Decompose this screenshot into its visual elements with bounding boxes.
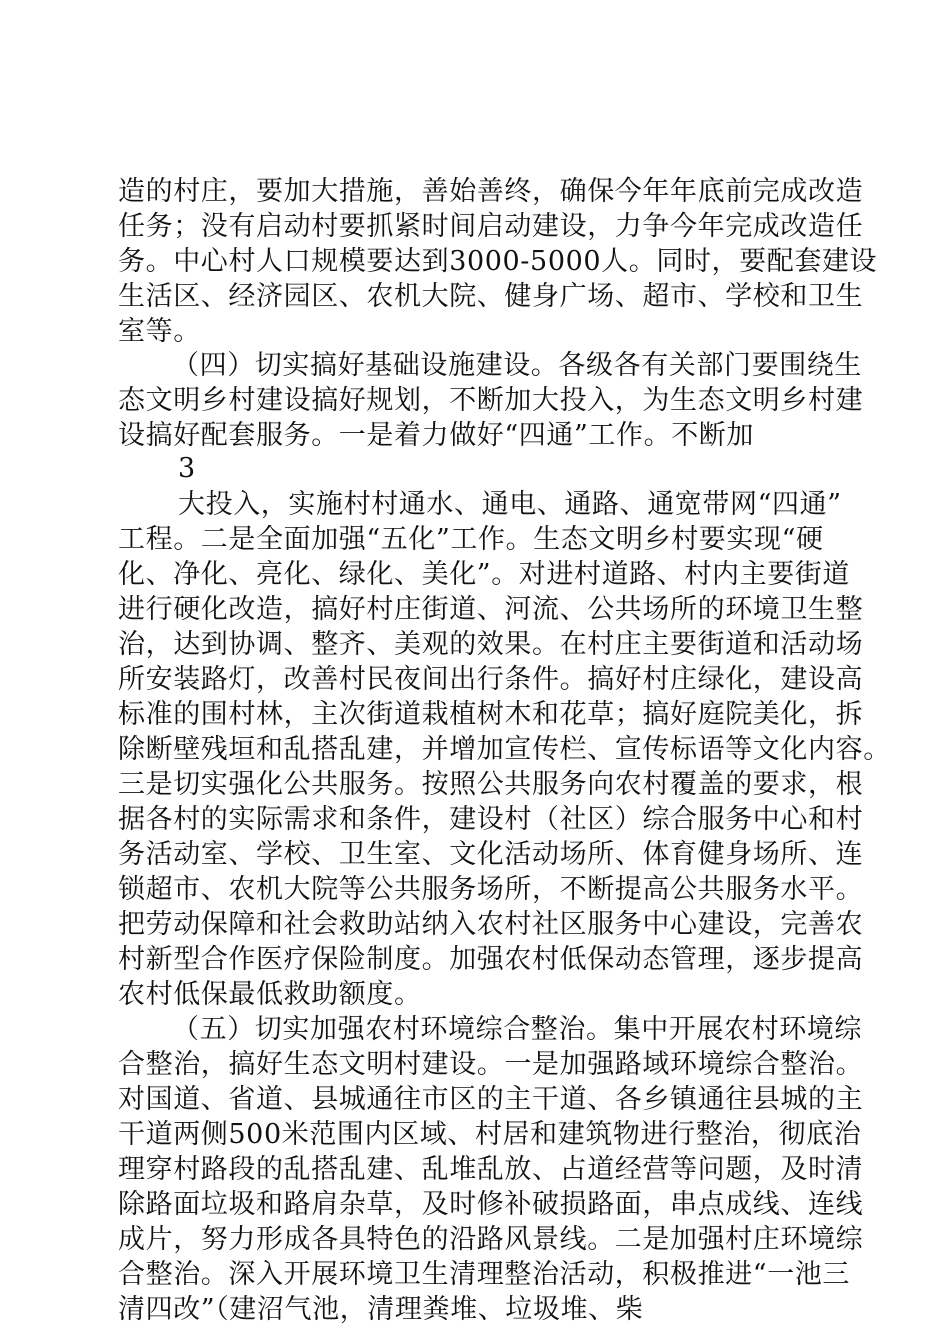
text-line-28: 理穿村路段的乱搭乱建、乱堆乱放、占道经营等问题，及时清 bbox=[118, 1154, 864, 1185]
text-line-32: 清四改”（建沼气池，清理粪堆、垃圾堆、柴 bbox=[118, 1294, 644, 1325]
text-line-15: 标准的围村林，主次街道栽植树木和花草；搞好庭院美化，拆 bbox=[118, 699, 864, 730]
text-line-25: 合整治，搞好生态文明村建设。一是加强路域环境综合整治。 bbox=[118, 1049, 864, 1080]
text-line-2: 任务；没有启动村要抓紧时间启动建设，力争今年完成改造任 bbox=[118, 211, 864, 242]
text-line-23: 农村低保最低救助额度。 bbox=[118, 979, 422, 1010]
text-line-17: 三是切实强化公共服务。按照公共服务向农村覆盖的要求，根 bbox=[118, 769, 864, 800]
text-line-21: 把劳动保障和社会救助站纳入农村社区服务中心建设，完善农 bbox=[118, 909, 864, 940]
text-line-3: 务。中心村人口规模要达到3000-5000人。同时，要配套建设 bbox=[118, 246, 878, 277]
text-line-24: （五）切实加强农村环境综合整治。集中开展农村环境综 bbox=[172, 1014, 862, 1045]
inline-page-number: 3 bbox=[178, 453, 196, 484]
text-line-29: 除路面垃圾和路肩杂草，及时修补破损路面，串点成线、连线 bbox=[118, 1189, 864, 1220]
text-line-31: 合整治。深入开展环境卫生清理整治活动，积极推进“一池三 bbox=[118, 1259, 851, 1290]
text-line-16: 除断壁残垣和乱搭乱建，并增加宣传栏、宣传标语等文化内容。 bbox=[118, 734, 891, 765]
text-line-13: 治，达到协调、整齐、美观的效果。在村庄主要街道和活动场 bbox=[118, 629, 864, 660]
text-line-7: 态文明乡村建设搞好规划，不断加大投入，为生态文明乡村建 bbox=[118, 385, 864, 416]
text-line-1: 造的村庄，要加大措施，善始善终，确保今年年底前完成改造 bbox=[118, 176, 864, 207]
text-line-6: （四）切实搞好基础设施建设。各级各有关部门要围绕生 bbox=[172, 350, 862, 381]
text-line-12: 进行硬化改造，搞好村庄街道、河流、公共场所的环境卫生整 bbox=[118, 594, 864, 625]
text-line-5: 室等。 bbox=[118, 316, 201, 347]
text-line-20: 锁超市、农机大院等公共服务场所，不断提高公共服务水平。 bbox=[118, 874, 864, 905]
text-line-22: 村新型合作医疗保险制度。加强农村低保动态管理，逐步提高 bbox=[118, 944, 864, 975]
text-line-18: 据各村的实际需求和条件，建设村（社区）综合服务中心和村 bbox=[118, 804, 864, 835]
text-line-30: 成片，努力形成各具特色的沿路风景线。二是加强村庄环境综 bbox=[118, 1224, 864, 1255]
text-line-8: 设搞好配套服务。一是着力做好“四通”工作。不断加 bbox=[118, 420, 755, 451]
text-line-26: 对国道、省道、县城通往市区的主干道、各乡镇通往县城的主 bbox=[118, 1084, 864, 1115]
text-line-4: 生活区、经济园区、农机大院、健身广场、超市、学校和卫生 bbox=[118, 281, 864, 312]
text-line-9: 大投入，实施村村通水、通电、通路、通宽带网“四通” bbox=[178, 489, 842, 520]
text-line-11: 化、净化、亮化、绿化、美化”。对进村道路、村内主要街道 bbox=[118, 559, 851, 590]
text-line-19: 务活动室、学校、卫生室、文化活动场所、体育健身场所、连 bbox=[118, 839, 864, 870]
text-line-27: 干道两侧500米范围内区域、村居和建筑物进行整治，彻底治 bbox=[118, 1119, 862, 1150]
text-line-14: 所安装路灯，改善村民夜间出行条件。搞好村庄绿化，建设高 bbox=[118, 664, 864, 695]
text-line-10: 工程。二是全面加强“五化”工作。生态文明乡村要实现“硬 bbox=[118, 524, 824, 555]
